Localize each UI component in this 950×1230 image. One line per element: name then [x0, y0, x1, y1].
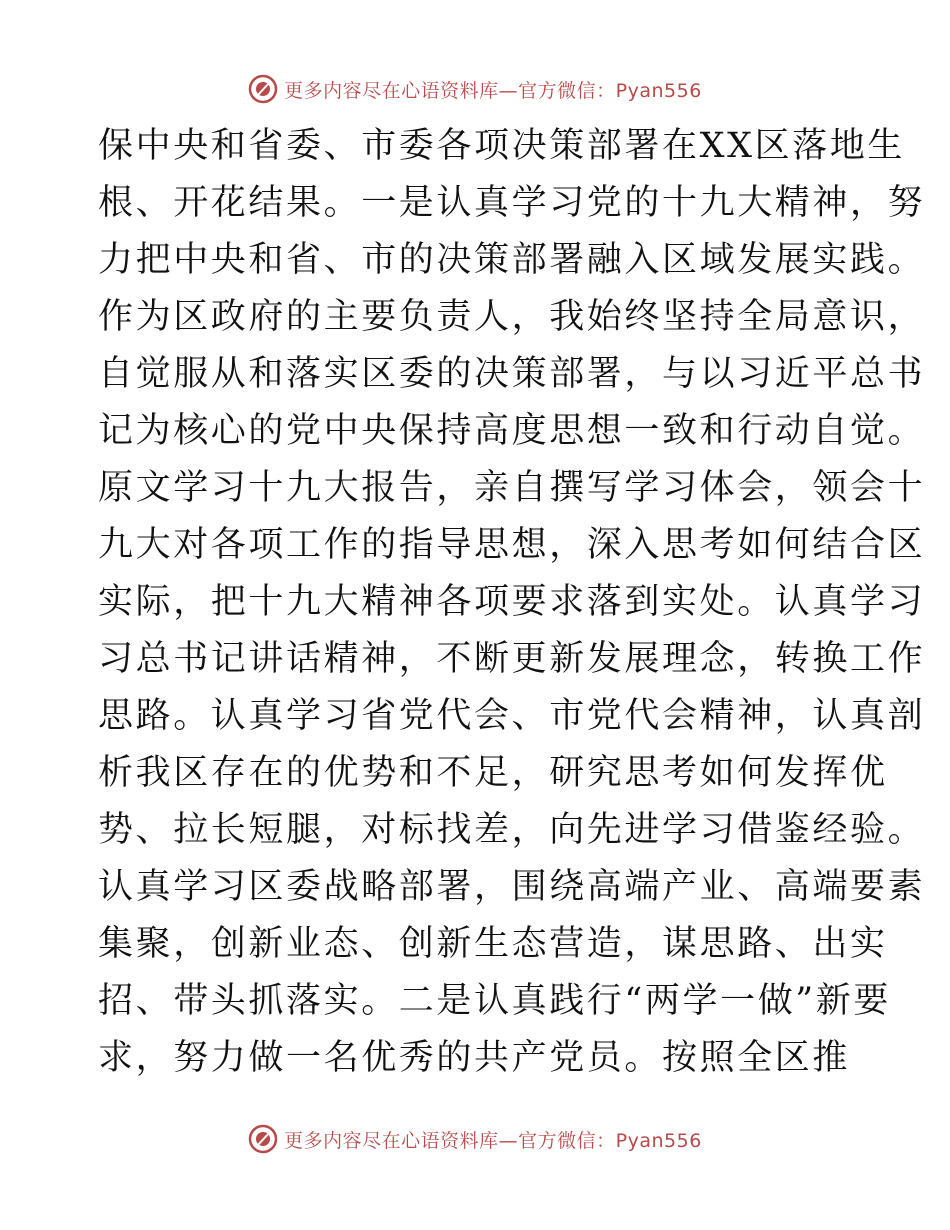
text-line: 求，努力做一名优秀的共产党员。按照全区推: [98, 1038, 851, 1078]
text-line: 思路。认真学习省党代会、市党代会精神，认真剖: [98, 696, 926, 736]
watermark-text: 更多内容尽在心语资料库—官方微信：Pyan556: [284, 1129, 702, 1152]
text-line: 记为核心的党中央保持高度思想一致和行动自觉。: [98, 411, 926, 451]
footer-watermark: [0, 1124, 950, 1154]
watermark-text: 更多内容尽在心语资料库—官方微信：Pyan556: [284, 79, 702, 102]
document-body: [98, 118, 926, 1087]
text-line: 习总书记讲话精神，不断更新发展理念，转换工作: [98, 639, 926, 679]
stamp-logo-icon: [248, 74, 278, 104]
text-line: 原文学习十九大报告，亲自撰写学习体会，领会十: [98, 468, 926, 508]
text-line: 力把中央和省、市的决策部署融入区域发展实践。: [98, 240, 926, 280]
text-line: 招、带头抓落实。二是认真践行“两学一做”新要: [98, 981, 891, 1021]
text-line: 实际，把十九大精神各项要求落到实处。认真学习: [98, 582, 926, 622]
text-line: 九大对各项工作的指导思想，深入思考如何结合区: [98, 525, 926, 565]
text-line: 认真学习区委战略部署，围绕高端产业、高端要素: [98, 867, 926, 907]
text-line: 势、拉长短腿，对标找差，向先进学习借鉴经验。: [98, 810, 926, 850]
text-line: 保中央和省委、市委各项决策部署在XX区落地生: [98, 126, 906, 166]
header-watermark: [0, 74, 950, 104]
text-line: 集聚，创新业态、创新生态营造，谋思路、出实: [98, 924, 888, 964]
text-line: 作为区政府的主要负责人，我始终坚持全局意识，: [98, 297, 926, 337]
text-line: 根、开花结果。一是认真学习党的十九大精神，努: [98, 183, 926, 223]
text-line: 自觉服从和落实区委的决策部署，与以习近平总书: [98, 354, 926, 394]
stamp-logo-icon: [248, 1124, 278, 1154]
text-line: 析我区存在的优势和不足，研究思考如何发挥优: [98, 753, 888, 793]
